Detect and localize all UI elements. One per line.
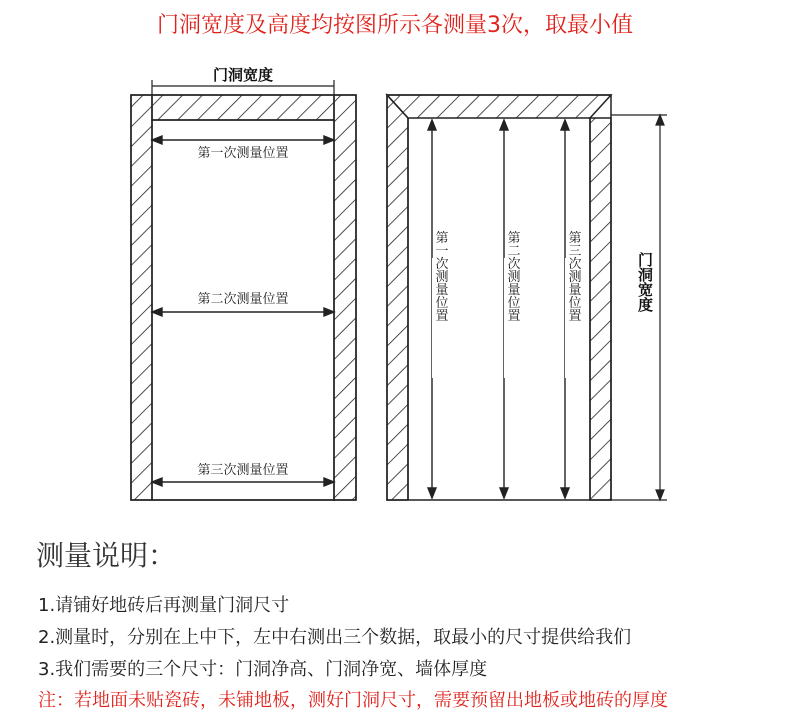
right-position-1: 第一次测量位置	[432, 230, 448, 322]
instruction-item-1: 1.请铺好地砖后再测量门洞尺寸	[38, 595, 290, 616]
left-position-1: 第一次测量位置	[197, 146, 289, 161]
right-position-3: 第三次测量位置	[565, 230, 581, 322]
instruction-item-3: 3.我们需要的三个尺寸：门洞净高、门洞净宽、墙体厚度	[38, 659, 488, 680]
right-width-label: 门洞宽度	[636, 252, 654, 312]
warning-note: 注：若地面未贴瓷砖，未铺地板，测好门洞尺寸，需要预留出地板或地砖的厚度	[38, 690, 668, 711]
left-width-label: 门洞宽度	[212, 66, 274, 84]
right-position-2: 第二次测量位置	[504, 230, 520, 322]
page-title: 门洞宽度及高度均按图所示各测量3次，取最小值	[157, 13, 633, 38]
left-position-2: 第二次测量位置	[197, 292, 289, 307]
instruction-item-2: 2.测量时，分别在上中下，左中右测出三个数据，取最小的尺寸提供给我们	[38, 627, 632, 648]
instructions-heading: 测量说明：	[36, 539, 177, 572]
left-position-3: 第三次测量位置	[197, 463, 289, 478]
left-measure-lines	[152, 136, 334, 486]
